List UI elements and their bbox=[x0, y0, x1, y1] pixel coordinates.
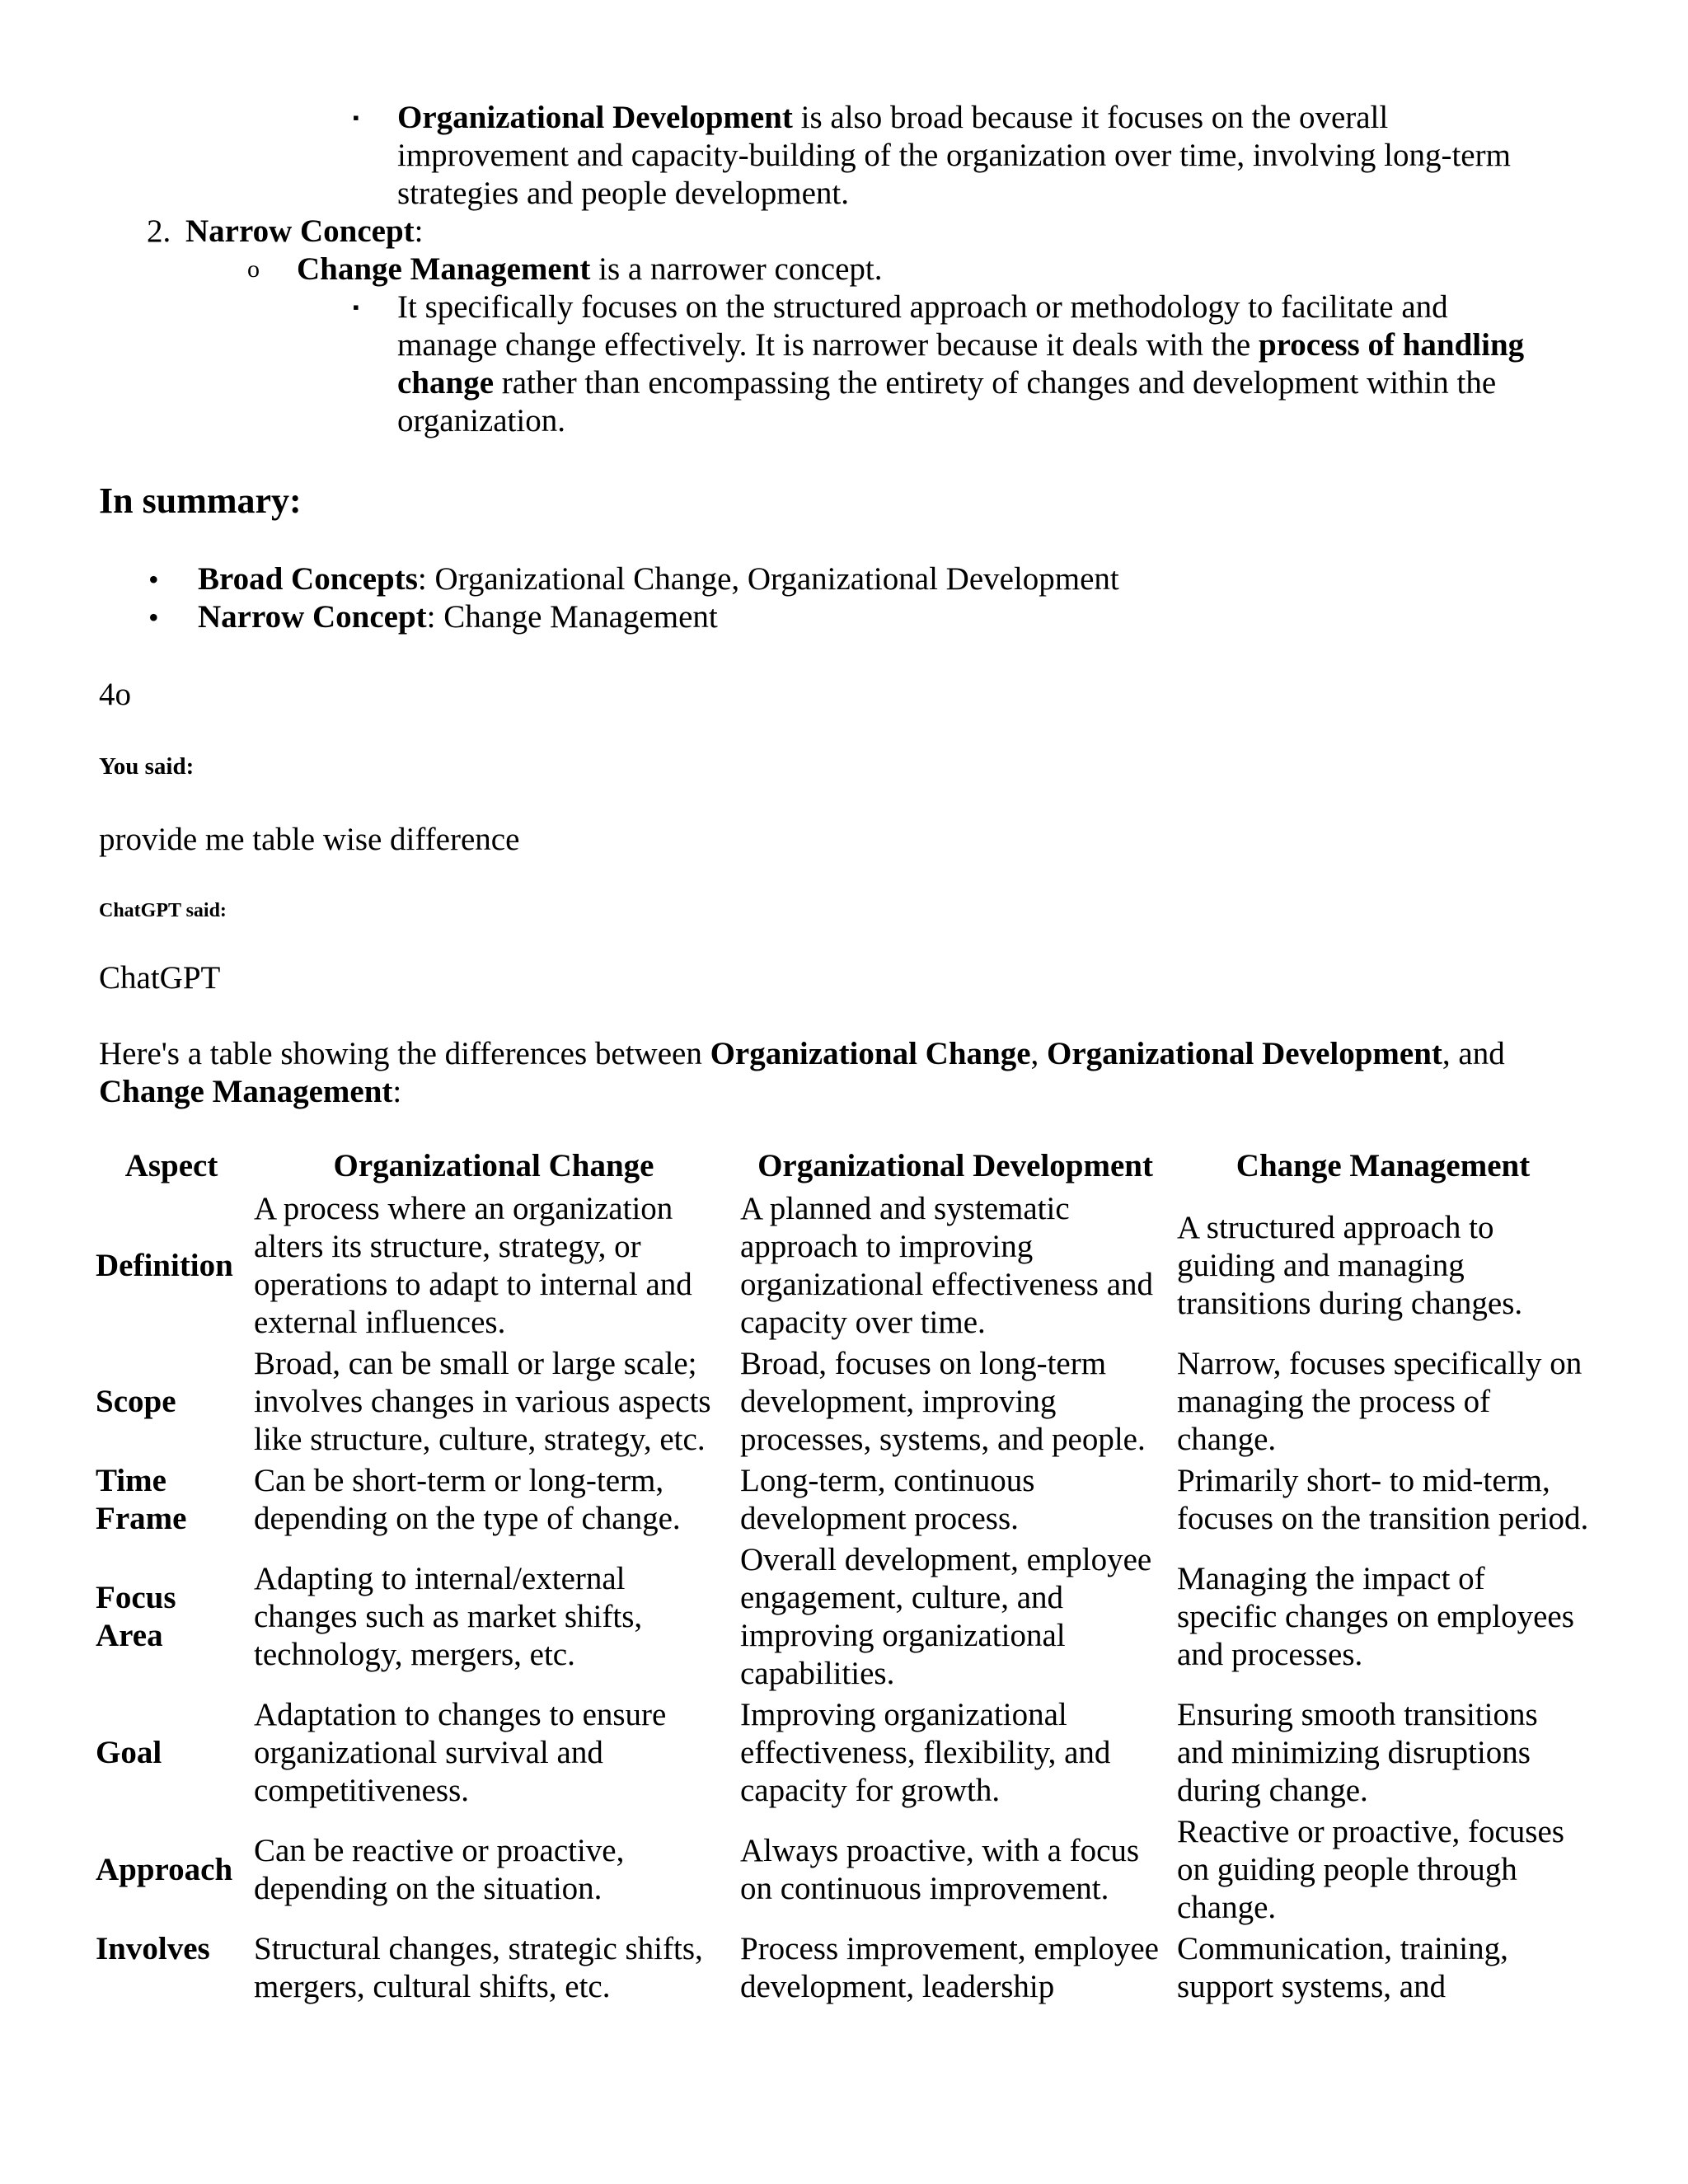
summary-item-broad: Broad Concepts: Organizational Change, Organizational Development bbox=[198, 561, 1119, 597]
cell-organizational-change: Broad, can be small or large scale; involves changes in various aspects like structure, culture, strategy, etc. bbox=[254, 1346, 711, 1457]
assistant-name: ChatGPT bbox=[99, 960, 221, 996]
cell-aspect: Approach bbox=[96, 1852, 233, 1887]
cell-change-management: Reactive or proactive, focuses on guiding people through change. bbox=[1177, 1814, 1564, 1925]
square-bullet-icon: ▪ bbox=[353, 107, 359, 128]
list-item-cm-detail: It specifically focuses on the structured approach or methodology to facilitate and manage change effectively. It is narrower because it deals with the process of handling change rather than encompassing the entirety of changes and development within the organization. bbox=[397, 289, 1525, 438]
cell-organizational-development: Overall development, employee engagement, culture, and improving organizational capabilities. bbox=[740, 1542, 1152, 1691]
cell-organizational-development: Broad, focuses on long-term development, improving processes, systems, and people. bbox=[740, 1346, 1146, 1457]
you-said-label: You said: bbox=[99, 753, 195, 780]
summary-heading: In summary: bbox=[99, 480, 302, 521]
user-message: provide me table wise difference bbox=[99, 822, 520, 857]
header-organizational-change: Organizational Change bbox=[333, 1148, 654, 1183]
list-item-od-broad: Organizational Development is also broad because it focuses on the overall improvement and capacity-building of the organization over time, involving long-term strategies and people development. bbox=[397, 100, 1511, 211]
square-bullet-icon: ▪ bbox=[353, 297, 359, 317]
cell-organizational-development: Always proactive, with a focus on continuous improvement. bbox=[740, 1833, 1140, 1906]
model-label: 4o bbox=[99, 677, 131, 712]
table-row bbox=[92, 1811, 1592, 1929]
cell-aspect: Involves bbox=[96, 1931, 210, 1966]
cell-organizational-development: Improving organizational effectiveness, flexibility, and capacity for growth. bbox=[740, 1697, 1111, 1808]
cell-organizational-development: Process improvement, employee development, leadership bbox=[740, 1931, 1159, 2004]
header-aspect: Aspect bbox=[124, 1148, 218, 1183]
table-header-row bbox=[92, 1146, 1592, 1188]
assistant-intro: Here's a table showing the differences between Organizational Change, Organizational Development, and Change Management: bbox=[99, 1036, 1505, 1109]
summary-item-narrow: Narrow Concept: Change Management bbox=[198, 599, 718, 635]
cell-aspect: Definition bbox=[96, 1248, 233, 1283]
circle-bullet-icon: o bbox=[247, 255, 260, 283]
list-item-narrow-concept: 2. Narrow Concept: bbox=[147, 213, 424, 249]
table-row bbox=[92, 1929, 1592, 2008]
comparison-table bbox=[92, 1146, 1592, 2008]
cell-organizational-development: A planned and systematic approach to improving organizational effectiveness and capacity over time. bbox=[740, 1191, 1154, 1340]
cell-organizational-change: A process where an organization alters its structure, strategy, or operations to adapt to internal and external influences. bbox=[254, 1191, 692, 1340]
cell-change-management: Communication, training, support systems, and bbox=[1177, 1931, 1508, 2004]
cell-change-management: Ensuring smooth transitions and minimizing disruptions during change. bbox=[1177, 1697, 1538, 1808]
cell-aspect: Goal bbox=[96, 1735, 162, 1770]
bullet-icon: • bbox=[148, 601, 159, 634]
cell-aspect: Scope bbox=[96, 1384, 176, 1419]
table-row bbox=[92, 1343, 1592, 1460]
cell-organizational-change: Can be reactive or proactive, depending on the situation. bbox=[254, 1833, 625, 1906]
cell-organizational-change: Adaptation to changes to ensure organizational survival and competitiveness. bbox=[254, 1697, 667, 1808]
table-row bbox=[92, 1188, 1592, 1343]
cell-change-management: Primarily short- to mid-term, focuses on the transition period. bbox=[1177, 1463, 1589, 1536]
table-row bbox=[92, 1540, 1592, 1694]
cell-aspect: Focus Area bbox=[96, 1580, 176, 1653]
cell-organizational-change: Structural changes, strategic shifts, mergers, cultural shifts, etc. bbox=[254, 1931, 703, 2004]
cell-change-management: A structured approach to guiding and managing transitions during changes. bbox=[1177, 1210, 1523, 1321]
cell-organizational-development: Long-term, continuous development process. bbox=[740, 1463, 1035, 1536]
cell-organizational-change: Adapting to internal/external changes such as market shifts, technology, mergers, etc. bbox=[254, 1561, 643, 1672]
cell-aspect: Time Frame bbox=[96, 1463, 187, 1536]
list-item-change-management: Change Management is a narrower concept. bbox=[297, 251, 883, 287]
cell-change-management: Managing the impact of specific changes on employees and processes. bbox=[1177, 1561, 1574, 1672]
bullet-icon: • bbox=[148, 563, 159, 596]
chatgpt-said-label: ChatGPT said: bbox=[99, 900, 227, 921]
header-change-management: Change Management bbox=[1236, 1148, 1531, 1183]
cell-change-management: Narrow, focuses specifically on managing the process of change. bbox=[1177, 1346, 1582, 1457]
table-row bbox=[92, 1460, 1592, 1540]
header-organizational-development: Organizational Development bbox=[757, 1148, 1153, 1183]
cell-organizational-change: Can be short-term or long-term, depending on the type of change. bbox=[254, 1463, 681, 1536]
table-row bbox=[92, 1694, 1592, 1811]
